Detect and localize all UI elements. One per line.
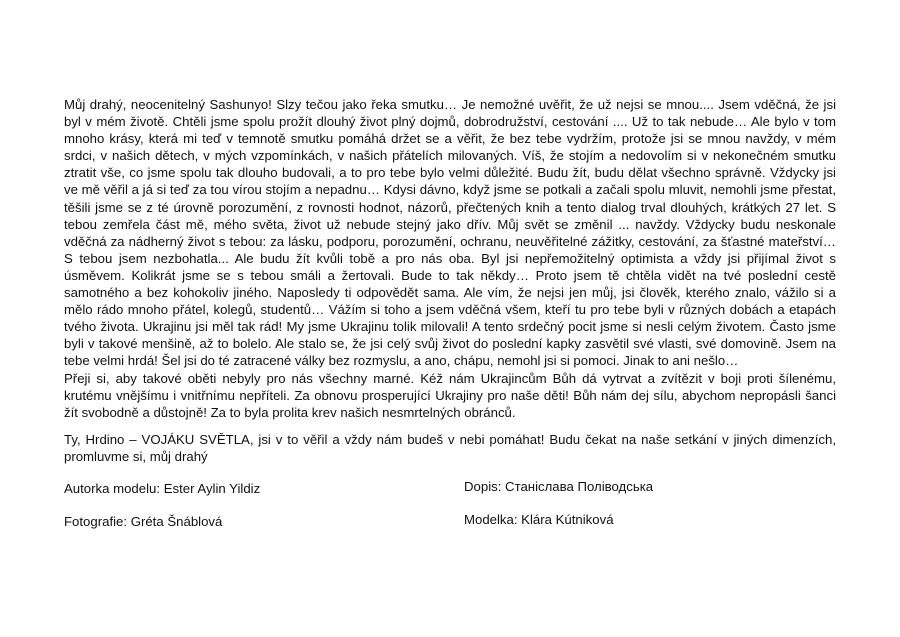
- credit-model-author: Autorka modelu: Ester Aylin Yildiz: [64, 481, 261, 496]
- letter-paragraph-2: Přeji si, aby takové oběti nebyly pro nás všechny marné. Kéž nám Ukrajincům Bůh dá vytrvat a zvítězit v boji proti šílenému, krutému vnějšímu i vnitřnímu nepříteli. Za obnovu prosperující Ukrajiny pro naše děti! Bůh nám dej sílu, abychom nepropásli šanci žít svobodně a důstojně! Za to byla prolita krev našich nesmrtelných obránců.: [64, 370, 836, 420]
- credit-photographer: Fotografie: Gréta Šnáblová: [64, 514, 223, 529]
- letter-paragraph-1: Můj drahý, neocenitelný Sashunyo! Slzy tečou jako řeka smutku… Je nemožné uvěřit, že už nejsi se mnou.... Jsem vděčná, že jsi byl v mém životě. Chtěli jsme spolu prožít dlouhý život plný dojmů, dobrodružství, cestování .... Už to tak nebude… Ale bylo v tom mnoho krásy, která mi teď v temnotě smutku pomáhá držet se a věřit, že bez tebe vydržím, protože jsi se mnou navždy, v mém srdci, v našich dětech, v mých vzpomínkách, v našich přátelích milovaných. Víš, že stojím a nedovolím si v nekonečném smutku ztratit vše, co jsme spolu tak dlouho budovali, a to pro tebe bylo velmi důležité. Budu žít, budu dělat všechno správně. Vždycky jsi ve mě věřil a já si teď za tou vírou stojím a nepadnu… Kdysi dávno, když jsme se potkali a začali spolu mluvit, nemohli jsme přestat, těšili jsme se z té úrovně porozumění, z rovnosti hodnot, názorů, přečtených knih a tento dialog trval dlouhých, krátkých 27 let. S tebou zemřela část mě, mého světa, život už nebude stejný jako dřív. Můj svět se změnil ... navždy. Vždycky budu neskonale vděčná za nádherný život s tebou: za lásku, podporu, porozumění, ochranu, neuvěřitelné zážitky, cestování, za šťastné mateřství… S tebou jsem nezbohatla... Ale budu žít kvůli tobě a pro nás oba. Byl jsi nepřemožitelný optimista a vždy jsi přijímal život s úsměvem. Kolikrát jsme se s tebou smáli a žertovali. Bude to tak někdy… Proto jsem tě chtěla vidět na tvé poslední cestě samotného a bez kohokoliv jiného. Naposledy ti odpovědět sama. Ale vím, že nejsi jen můj, jsi člověk, kterého znalo, vážilo si a mělo rádo mnoho přátel, kolegů, studentů… Vážím si toho a jsem vděčná všem, kteří tu pro tebe byli v různých dobách a etapách tvého života. Ukrajinu jsi měl tak rád! My jsme Ukrajinu tolik milovali! A tento srdečný pocit jsme si nesli celým životem. Často jsme byli v takové menšině, až to bolelo. Ale stalo se, že jsi celý svůj život do poslední kapky zasvětil své vlasti, své domovině. Jsem na tebe velmi hrdá! Šel jsi do té zatracené války bez rozmyslu, a ano, chápu, nemohl jsi si pomoci. Jinak to ani nešlo…: [64, 97, 836, 369]
- letter-body: [64, 96, 836, 465]
- credit-model-name: Modelka: Klára Kútniková: [464, 512, 614, 527]
- letter-paragraph-3: Ty, Hrdino – VOJÁKU SVĚTLA, jsi v to věřil a vždy nám budeš v nebi pomáhat! Budu čekat na naše setkání v jiných dimenzích, promluvme si, můj drahý: [64, 431, 836, 464]
- credit-letter-author: Dopis: Станіслава Поліводська: [464, 479, 654, 494]
